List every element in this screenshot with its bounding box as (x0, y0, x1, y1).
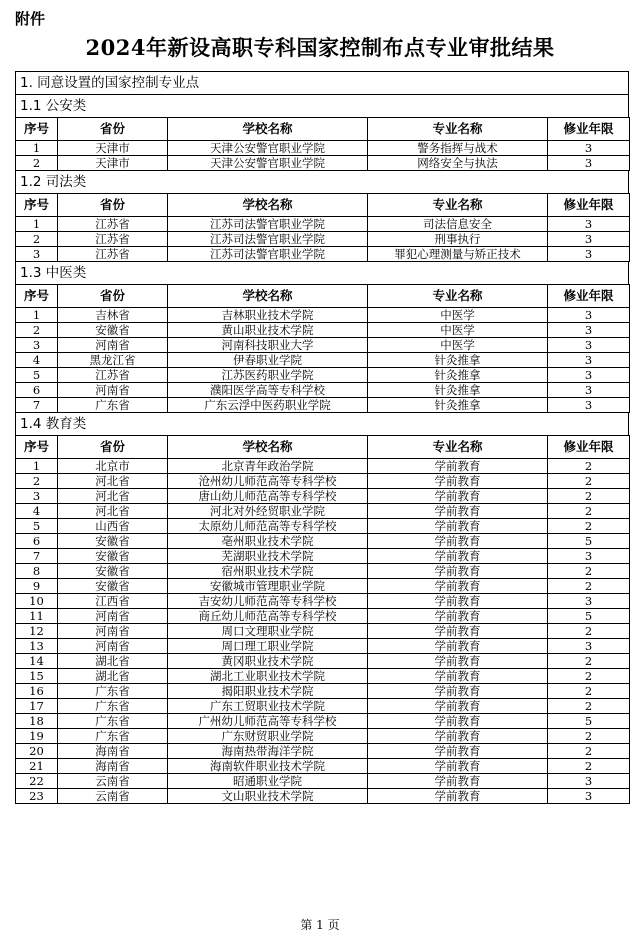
col-index-cell: 1 (16, 308, 58, 323)
col-index-cell: 18 (16, 714, 58, 729)
col-index-cell: 4 (16, 353, 58, 368)
table-row (16, 398, 630, 413)
col-school-cell: 湖北工业职业技术学院 (168, 669, 368, 684)
col-major-cell: 针灸推拿 (368, 383, 548, 398)
col-school-cell: 揭阳职业技术学院 (168, 684, 368, 699)
col-years-cell: 3 (548, 594, 630, 609)
col-province-cell: 吉林省 (58, 308, 168, 323)
col-years-cell: 3 (548, 232, 630, 247)
col-major-cell: 学前教育 (368, 624, 548, 639)
col-major-cell: 学前教育 (368, 459, 548, 474)
table-row (16, 654, 630, 669)
col-index-cell: 23 (16, 789, 58, 804)
category-table (15, 284, 630, 413)
col-index-cell: 15 (16, 669, 58, 684)
col-major-cell: 学前教育 (368, 684, 548, 699)
col-major-cell: 学前教育 (368, 714, 548, 729)
col-major-cell: 学前教育 (368, 504, 548, 519)
table-row (16, 323, 630, 338)
col-index-cell: 7 (16, 549, 58, 564)
col-years-cell: 5 (548, 609, 630, 624)
column-header-major: 专业名称 (368, 118, 548, 141)
approval-document (15, 71, 629, 804)
col-school-cell: 广州幼儿师范高等专科学校 (168, 714, 368, 729)
table-row (16, 459, 630, 474)
col-province-cell: 安徽省 (58, 534, 168, 549)
col-major-cell: 学前教育 (368, 789, 548, 804)
col-major-cell: 学前教育 (368, 549, 548, 564)
col-province-cell: 北京市 (58, 459, 168, 474)
col-province-cell: 湖北省 (58, 654, 168, 669)
col-years-cell: 2 (548, 564, 630, 579)
table-row (16, 609, 630, 624)
col-school-cell: 天津公安警官职业学院 (168, 156, 368, 171)
col-years-cell: 2 (548, 759, 630, 774)
table-row (16, 579, 630, 594)
col-index-cell: 7 (16, 398, 58, 413)
table-row (16, 353, 630, 368)
col-province-cell: 河南省 (58, 639, 168, 654)
col-years-cell: 2 (548, 474, 630, 489)
col-years-cell: 3 (548, 549, 630, 564)
col-school-cell: 宿州职业技术学院 (168, 564, 368, 579)
col-years-cell: 3 (548, 308, 630, 323)
col-school-cell: 江苏司法警官职业学院 (168, 232, 368, 247)
col-school-cell: 太原幼儿师范高等专科学校 (168, 519, 368, 534)
column-header-years: 修业年限 (548, 436, 630, 459)
col-school-cell: 黄山职业技术学院 (168, 323, 368, 338)
col-years-cell: 5 (548, 534, 630, 549)
table-row (16, 489, 630, 504)
col-province-cell: 江西省 (58, 594, 168, 609)
col-province-cell: 江苏省 (58, 368, 168, 383)
column-header-major: 专业名称 (368, 436, 548, 459)
col-index-cell: 19 (16, 729, 58, 744)
col-school-cell: 吉林职业技术学院 (168, 308, 368, 323)
table-row (16, 247, 630, 262)
column-header-index: 序号 (16, 118, 58, 141)
col-index-cell: 2 (16, 232, 58, 247)
col-major-cell: 学前教育 (368, 489, 548, 504)
col-index-cell: 11 (16, 609, 58, 624)
col-school-cell: 吉安幼儿师范高等专科学校 (168, 594, 368, 609)
table-row (16, 308, 630, 323)
col-years-cell: 2 (548, 699, 630, 714)
col-years-cell: 3 (548, 217, 630, 232)
col-years-cell: 3 (548, 383, 630, 398)
col-years-cell: 3 (548, 338, 630, 353)
table-row (16, 639, 630, 654)
table-header-row (16, 118, 630, 141)
col-major-cell: 学前教育 (368, 774, 548, 789)
column-header-years: 修业年限 (548, 118, 630, 141)
col-major-cell: 学前教育 (368, 579, 548, 594)
col-index-cell: 10 (16, 594, 58, 609)
col-school-cell: 河北对外经贸职业学院 (168, 504, 368, 519)
col-major-cell: 中医学 (368, 323, 548, 338)
col-index-cell: 14 (16, 654, 58, 669)
category-heading: 1.1 公安类 (15, 94, 629, 117)
col-province-cell: 云南省 (58, 789, 168, 804)
col-school-cell: 文山职业技术学院 (168, 789, 368, 804)
col-province-cell: 安徽省 (58, 323, 168, 338)
col-major-cell: 学前教育 (368, 564, 548, 579)
col-major-cell: 刑事执行 (368, 232, 548, 247)
col-years-cell: 3 (548, 639, 630, 654)
col-index-cell: 1 (16, 217, 58, 232)
col-province-cell: 广东省 (58, 729, 168, 744)
col-major-cell: 学前教育 (368, 534, 548, 549)
col-province-cell: 广东省 (58, 699, 168, 714)
col-school-cell: 北京青年政治学院 (168, 459, 368, 474)
col-years-cell: 3 (548, 398, 630, 413)
col-province-cell: 河北省 (58, 504, 168, 519)
col-years-cell: 2 (548, 669, 630, 684)
table-row (16, 519, 630, 534)
col-province-cell: 江苏省 (58, 217, 168, 232)
column-header-province: 省份 (58, 118, 168, 141)
col-province-cell: 广东省 (58, 714, 168, 729)
category-table (15, 435, 630, 804)
col-index-cell: 9 (16, 579, 58, 594)
col-years-cell: 3 (548, 141, 630, 156)
table-row (16, 669, 630, 684)
col-years-cell: 5 (548, 714, 630, 729)
table-row (16, 232, 630, 247)
category-table (15, 117, 630, 171)
col-province-cell: 河北省 (58, 489, 168, 504)
col-major-cell: 学前教育 (368, 639, 548, 654)
col-province-cell: 江苏省 (58, 247, 168, 262)
table-row (16, 594, 630, 609)
column-header-years: 修业年限 (548, 285, 630, 308)
col-years-cell: 3 (548, 368, 630, 383)
table-row (16, 564, 630, 579)
col-school-cell: 江苏司法警官职业学院 (168, 217, 368, 232)
table-row (16, 774, 630, 789)
col-province-cell: 河南省 (58, 624, 168, 639)
col-school-cell: 天津公安警官职业学院 (168, 141, 368, 156)
col-major-cell: 警务指挥与战术 (368, 141, 548, 156)
col-province-cell: 河南省 (58, 383, 168, 398)
col-province-cell: 云南省 (58, 774, 168, 789)
col-major-cell: 学前教育 (368, 744, 548, 759)
table-row (16, 534, 630, 549)
col-school-cell: 广东工贸职业技术学院 (168, 699, 368, 714)
col-province-cell: 天津市 (58, 141, 168, 156)
col-years-cell: 2 (548, 624, 630, 639)
column-header-school: 学校名称 (168, 436, 368, 459)
col-school-cell: 广东云浮中医药职业学院 (168, 398, 368, 413)
col-index-cell: 20 (16, 744, 58, 759)
category-heading: 1.3 中医类 (15, 262, 629, 284)
col-major-cell: 学前教育 (368, 594, 548, 609)
col-years-cell: 3 (548, 353, 630, 368)
column-header-province: 省份 (58, 436, 168, 459)
table-row (16, 383, 630, 398)
table-row (16, 504, 630, 519)
col-school-cell: 安徽城市管理职业学院 (168, 579, 368, 594)
category-heading: 1.2 司法类 (15, 171, 629, 193)
col-school-cell: 沧州幼儿师范高等专科学校 (168, 474, 368, 489)
col-index-cell: 6 (16, 383, 58, 398)
col-school-cell: 亳州职业技术学院 (168, 534, 368, 549)
col-school-cell: 江苏司法警官职业学院 (168, 247, 368, 262)
col-index-cell: 1 (16, 141, 58, 156)
col-major-cell: 学前教育 (368, 474, 548, 489)
col-major-cell: 针灸推拿 (368, 398, 548, 413)
col-school-cell: 海南软件职业技术学院 (168, 759, 368, 774)
col-index-cell: 8 (16, 564, 58, 579)
col-index-cell: 13 (16, 639, 58, 654)
col-major-cell: 罪犯心理测量与矫正技术 (368, 247, 548, 262)
col-school-cell: 广东财贸职业学院 (168, 729, 368, 744)
col-province-cell: 安徽省 (58, 579, 168, 594)
col-school-cell: 海南热带海洋学院 (168, 744, 368, 759)
table-row (16, 759, 630, 774)
col-province-cell: 广东省 (58, 398, 168, 413)
col-major-cell: 司法信息安全 (368, 217, 548, 232)
col-years-cell: 2 (548, 519, 630, 534)
col-major-cell: 学前教育 (368, 519, 548, 534)
col-years-cell: 2 (548, 729, 630, 744)
table-row (16, 338, 630, 353)
col-years-cell: 3 (548, 323, 630, 338)
col-index-cell: 6 (16, 534, 58, 549)
table-row (16, 549, 630, 564)
col-years-cell: 2 (548, 744, 630, 759)
col-index-cell: 4 (16, 504, 58, 519)
col-major-cell: 中医学 (368, 308, 548, 323)
attachment-label: 附件 (15, 10, 46, 28)
col-major-cell: 学前教育 (368, 669, 548, 684)
col-province-cell: 安徽省 (58, 549, 168, 564)
col-province-cell: 海南省 (58, 744, 168, 759)
col-index-cell: 3 (16, 247, 58, 262)
table-header-row (16, 436, 630, 459)
col-province-cell: 黑龙江省 (58, 353, 168, 368)
col-major-cell: 学前教育 (368, 729, 548, 744)
col-province-cell: 湖北省 (58, 669, 168, 684)
col-province-cell: 江苏省 (58, 232, 168, 247)
col-school-cell: 芜湖职业技术学院 (168, 549, 368, 564)
col-years-cell: 3 (548, 247, 630, 262)
col-major-cell: 网络安全与执法 (368, 156, 548, 171)
col-school-cell: 黄冈职业技术学院 (168, 654, 368, 669)
column-header-school: 学校名称 (168, 285, 368, 308)
col-major-cell: 针灸推拿 (368, 368, 548, 383)
table-row (16, 217, 630, 232)
col-index-cell: 2 (16, 474, 58, 489)
col-years-cell: 2 (548, 459, 630, 474)
table-row (16, 714, 630, 729)
col-school-cell: 江苏医药职业学院 (168, 368, 368, 383)
col-index-cell: 1 (16, 459, 58, 474)
table-header-row (16, 285, 630, 308)
col-index-cell: 5 (16, 519, 58, 534)
column-header-province: 省份 (58, 285, 168, 308)
col-years-cell: 2 (548, 504, 630, 519)
col-province-cell: 天津市 (58, 156, 168, 171)
col-index-cell: 16 (16, 684, 58, 699)
table-row (16, 684, 630, 699)
col-school-cell: 唐山幼儿师范高等专科学校 (168, 489, 368, 504)
document-title: 2024年新设高职专科国家控制布点专业审批结果 (85, 35, 555, 60)
col-province-cell: 河南省 (58, 338, 168, 353)
col-index-cell: 17 (16, 699, 58, 714)
col-school-cell: 河南科技职业大学 (168, 338, 368, 353)
col-index-cell: 5 (16, 368, 58, 383)
col-index-cell: 21 (16, 759, 58, 774)
col-years-cell: 2 (548, 489, 630, 504)
col-years-cell: 2 (548, 579, 630, 594)
col-province-cell: 广东省 (58, 684, 168, 699)
column-header-major: 专业名称 (368, 194, 548, 217)
col-school-cell: 周口理工职业学院 (168, 639, 368, 654)
col-province-cell: 安徽省 (58, 564, 168, 579)
table-row (16, 744, 630, 759)
col-school-cell: 伊春职业学院 (168, 353, 368, 368)
col-index-cell: 2 (16, 156, 58, 171)
col-years-cell: 3 (548, 156, 630, 171)
table-row (16, 368, 630, 383)
col-index-cell: 3 (16, 489, 58, 504)
column-header-years: 修业年限 (548, 194, 630, 217)
col-major-cell: 学前教育 (368, 759, 548, 774)
category-heading: 1.4 教育类 (15, 413, 629, 435)
column-header-school: 学校名称 (168, 194, 368, 217)
col-province-cell: 山西省 (58, 519, 168, 534)
col-major-cell: 学前教育 (368, 699, 548, 714)
section-heading: 1. 同意设置的国家控制专业点 (15, 71, 629, 94)
col-years-cell: 2 (548, 654, 630, 669)
col-province-cell: 河北省 (58, 474, 168, 489)
category-table (15, 193, 630, 262)
col-school-cell: 商丘幼儿师范高等专科学校 (168, 609, 368, 624)
column-header-index: 序号 (16, 436, 58, 459)
column-header-province: 省份 (58, 194, 168, 217)
table-row (16, 699, 630, 714)
col-major-cell: 针灸推拿 (368, 353, 548, 368)
col-school-cell: 周口文理职业学院 (168, 624, 368, 639)
column-header-major: 专业名称 (368, 285, 548, 308)
col-years-cell: 3 (548, 789, 630, 804)
column-header-index: 序号 (16, 194, 58, 217)
table-header-row (16, 194, 630, 217)
table-row (16, 141, 630, 156)
col-index-cell: 3 (16, 338, 58, 353)
col-major-cell: 学前教育 (368, 654, 548, 669)
table-row (16, 156, 630, 171)
col-index-cell: 12 (16, 624, 58, 639)
col-years-cell: 3 (548, 774, 630, 789)
col-major-cell: 学前教育 (368, 609, 548, 624)
table-row (16, 729, 630, 744)
table-row (16, 624, 630, 639)
page-number: 第 1 页 (300, 918, 340, 932)
col-index-cell: 22 (16, 774, 58, 789)
column-header-index: 序号 (16, 285, 58, 308)
col-province-cell: 河南省 (58, 609, 168, 624)
col-school-cell: 濮阳医学高等专科学校 (168, 383, 368, 398)
column-header-school: 学校名称 (168, 118, 368, 141)
table-row (16, 474, 630, 489)
table-row (16, 789, 630, 804)
col-province-cell: 海南省 (58, 759, 168, 774)
col-index-cell: 2 (16, 323, 58, 338)
col-years-cell: 2 (548, 684, 630, 699)
col-major-cell: 中医学 (368, 338, 548, 353)
col-school-cell: 昭通职业学院 (168, 774, 368, 789)
